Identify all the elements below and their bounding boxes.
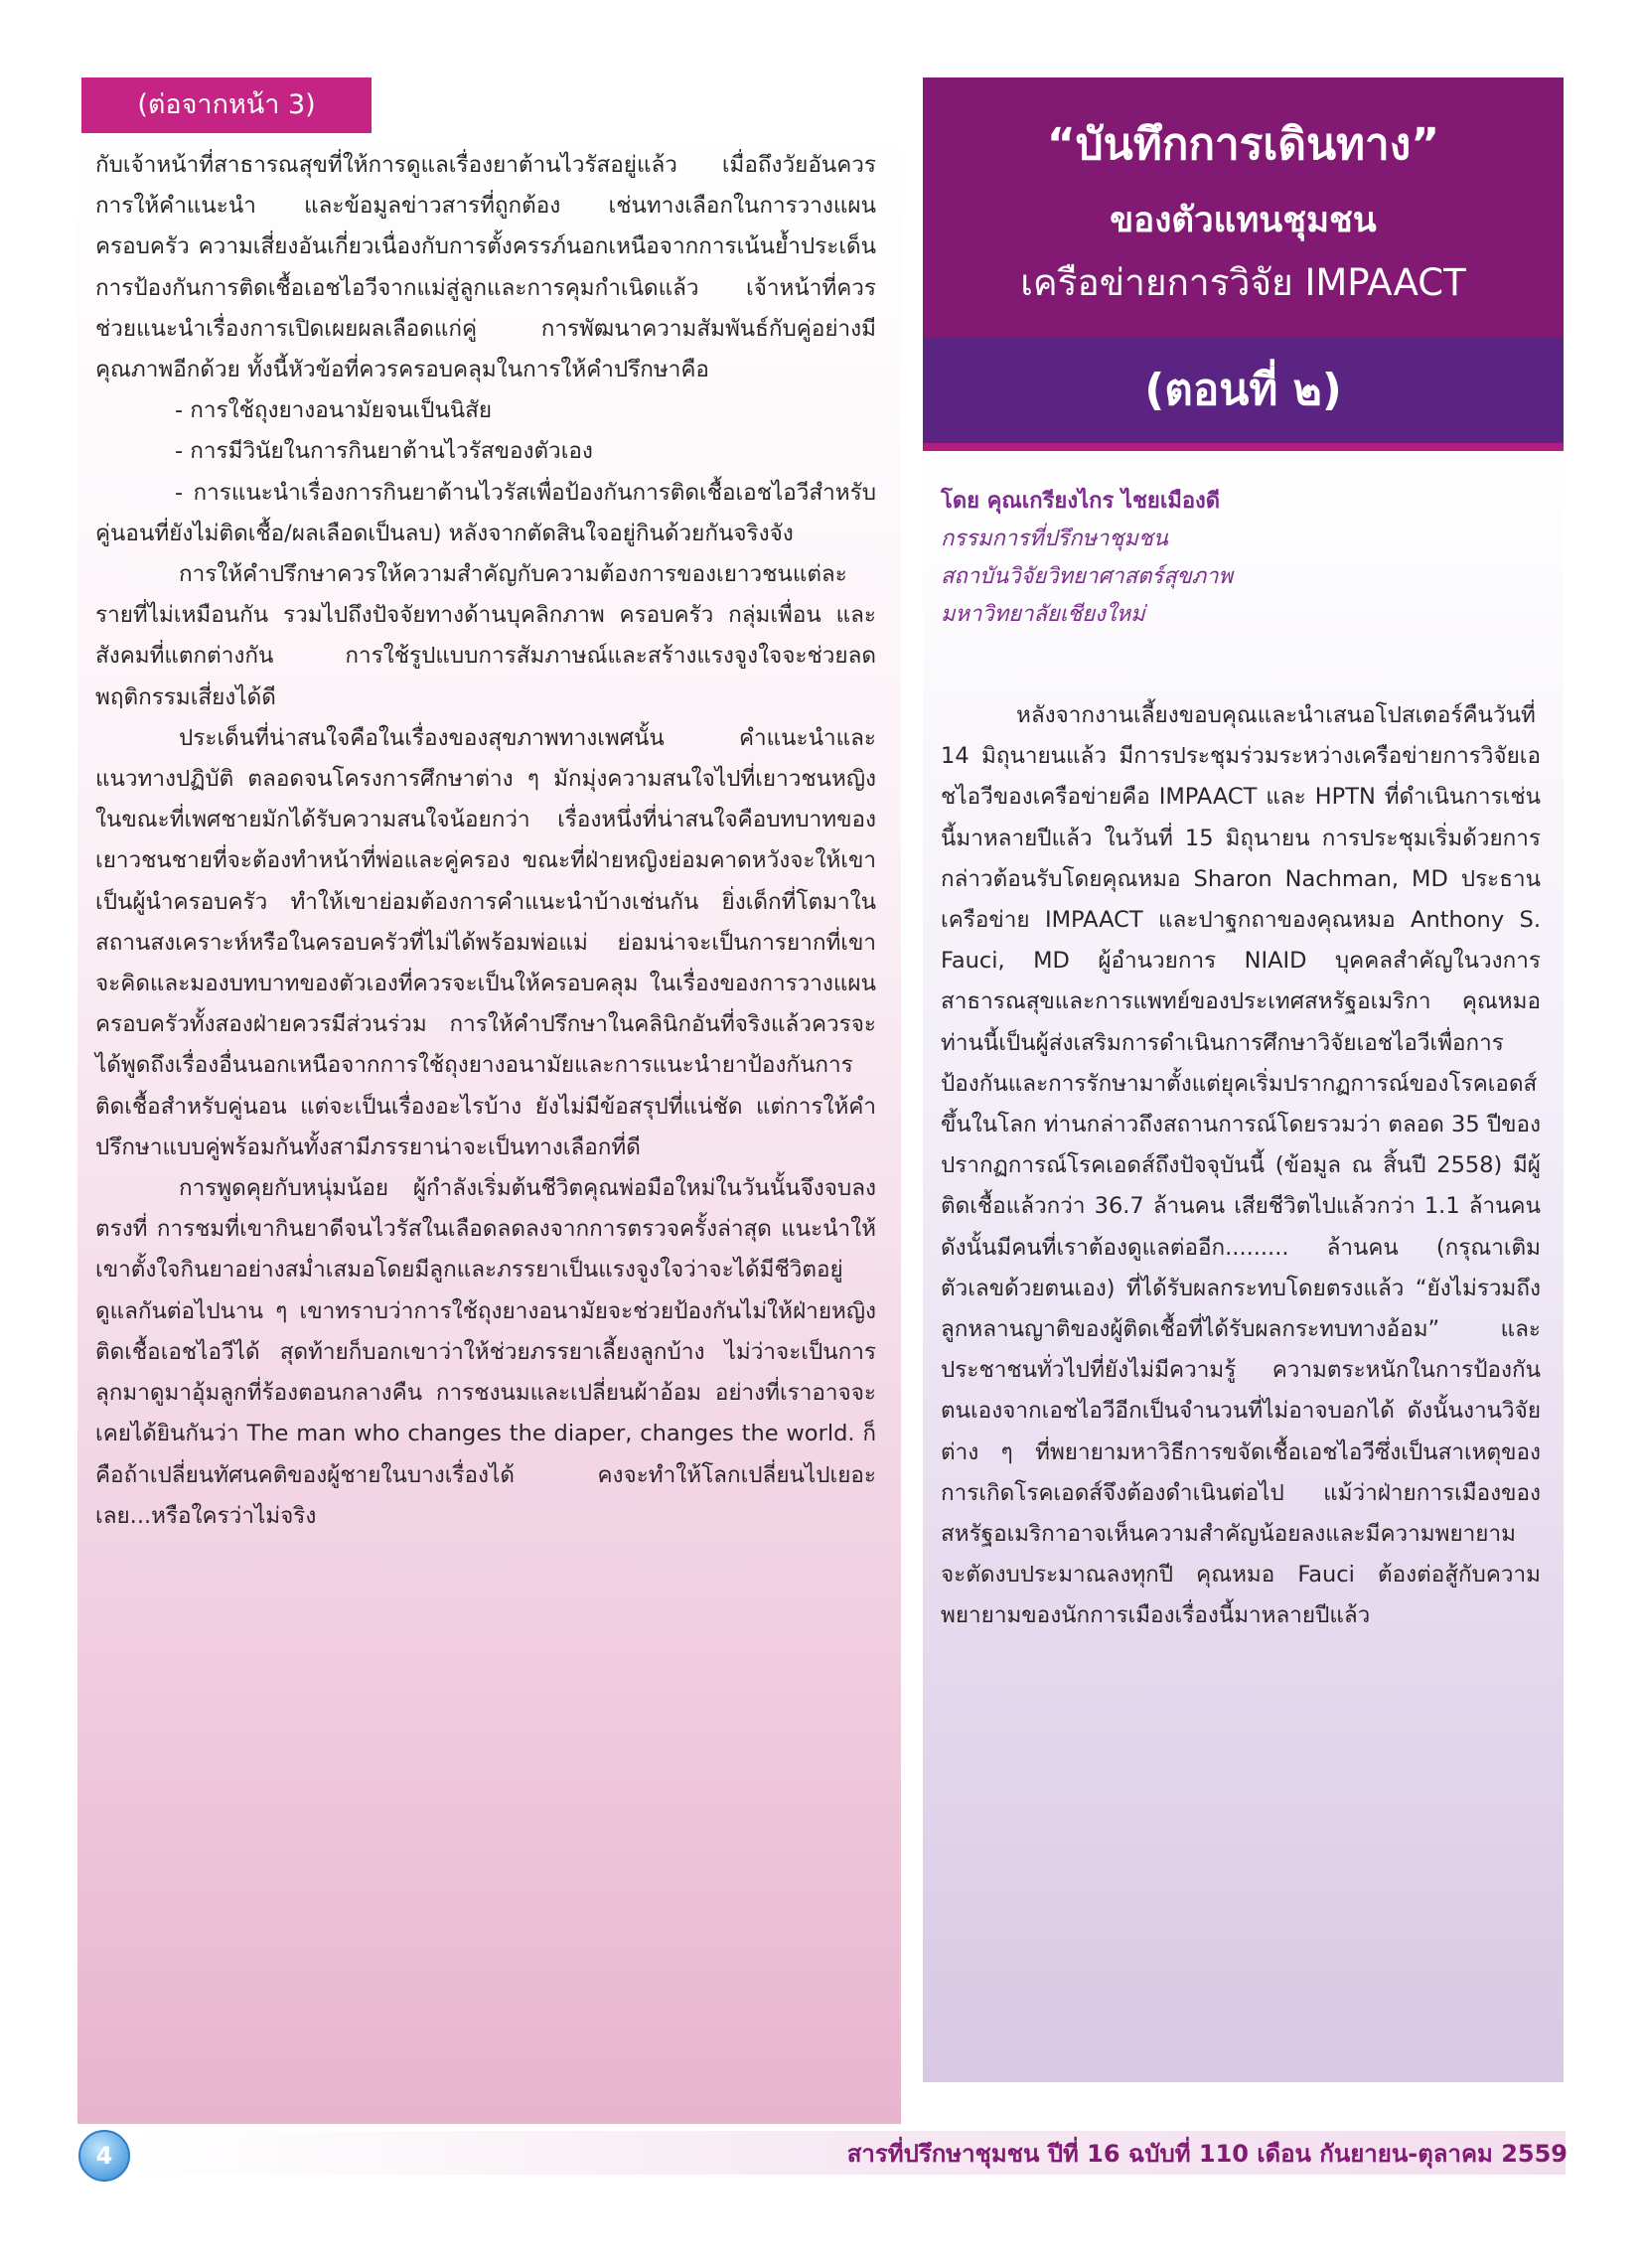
paragraph: หลังจากงานเลี้ยงขอบคุณและนำเสนอโปสเตอร์คืนวันที่ 14 มิถุนายนแล้ว มีการประชุมร่วมระหว่างเครือข่ายการวิจัยเอชไอวีของเครือข่ายคือ IMPAACT และ HPTN ที่ดำเนินการเช่นนี้มาหลายปีแล้ว ในวันที่ 15 มิถุนายน การประชุมเริ่มด้วยการกล่าวต้อนรับโดยคุณหมอ Sharon Nachman, MD ประธานเครือข่าย IMPAACT และปาฐกถาของคุณหมอ Anthony S. Fauci, MD ผู้อำนวยการ NIAID บุคคลสำคัญในวงการสาธารณสุขและการแพทย์ของประเทศสหรัฐอเมริกา คุณหมอท่านนี้เป็นผู้ส่งเสริมการดำเนินการศึกษาวิจัยเอชไอวีเพื่อการป้องกันและการรักษามาตั้งแต่ยุคเริ่มปรากฏการณ์ของโรคเอดส์ขึ้นในโลก ท่านกล่าวถึงสถานการณ์โดยรวมว่า ตลอด 35 ปีของปรากฏการณ์โรคเอดส์ถึงปัจจุบันนี้ (ข้อมูล ณ สิ้นปี 2558) มีผู้ติดเชื้อแล้วกว่า 36.7 ล้านคน เสียชีวิตไปแล้วกว่า 1.1 ล้านคน ดังนั้นมีคนที่เราต้องดูแลต่ออีก......... ล้านคน (กรุณาเติมตัวเลขด้วยตนเอง) ที่ได้รับผลกระทบโดยตรงแล้ว “ยังไม่รวมถึงลูกหลานญาติของผู้ติดเชื้อที่ได้รับผลกระทบทางอ้อม” และประชาชนทั่วไปที่ยังไม่มีความรู้ ความตระหนักในการป้องกันตนเองจากเอชไอวีอีกเป็นจำนวนที่ไม่อาจบอกได้ ดังนั้นงานวิจัยต่าง ๆ ที่พยายามหาวิธีการขจัดเชื้อเอชไอวีซึ่งเป็นสาเหตุของการเกิดโรคเอดส์จึงต้องดำเนินต่อไป แม้ว่าฝ่ายการเมืองของสหรัฐอเมริกาอาจเห็นความสำคัญน้อยลงและมีความพยายามจะตัดงบประมาณลงทุกปี คุณหมอ Fauci ต้องต่อสู้กับความพยายามของนักการเมืองเรื่องนี้มาหลายปีแล้ว bbox=[941, 702, 1541, 1629]
paragraph: การพูดคุยกับหนุ่มน้อย ผู้กำลังเริ่มต้นชีวิตคุณพ่อมือใหม่ในวันนั้นจึงจบลงตรงที่ การชมที่เขากินยาดีจนไวรัสในเลือดลดลงจากการตรวจครั้งล่าสุด แนะนำให้เขาตั้งใจกินยาอย่างสม่ำเสมอโดยมีลูกและภรรยาเป็นแรงจูงใจว่าจะได้มีชีวิตอยู่ดูแลกันต่อไปนาน ๆ เขาทราบว่าการใช้ถุงยางอนามัยจะช่วยป้องกันไม่ให้ฝ่ายหญิงติดเชื้อเอชไอวีได้ สุดท้ายก็บอกเขาว่าให้ช่วยภรรยาเลี้ยงลูกบ้าง ไม่ว่าจะเป็นการลุกมาดูมาอุ้มลูกที่ร้องตอนกลางคืน การชงนมและเปลี่ยนผ้าอ้อม อย่างที่เราอาจจะเคยได้ยินกันว่า The man who changes the diaper, changes the world. ก็คือถ้าเปลี่ยนทัศนคติของผู้ชายในบางเรื่องได้ คงจะทำให้โลกเปลี่ยนไปเยอะเลย...หรือใครว่าไม่จริง bbox=[95, 1175, 876, 1529]
left-article-body bbox=[95, 145, 876, 1537]
author-role: กรรมการที่ปรึกษาชุมชน bbox=[941, 527, 1168, 551]
article-subtitle: ของตัวแทนชุมชน bbox=[1110, 201, 1377, 240]
author-university: มหาวิทยาลัยเชียงใหม่ bbox=[941, 602, 1145, 627]
paragraph: การให้คำปรึกษาควรให้ความสำคัญกับความต้องการของเยาวชนแต่ละรายที่ไม่เหมือนกัน รวมไปถึงปัจจัยทางด้านบุคลิกภาพ ครอบครัว กลุ่มเพื่อน และสังคมที่แตกต่างกัน การใช้รูปแบบการสัมภาษณ์และสร้างแรงจูงใจจะช่วยลดพฤติกรรมเสี่ยงได้ดี bbox=[95, 561, 876, 710]
page-number-badge: 4 bbox=[78, 2130, 130, 2182]
author-institute: สถาบันวิจัยวิทยาศาสตร์สุขภาพ bbox=[941, 564, 1234, 589]
publication-info: สารที่ปรึกษาชุมชน ปีที่ 16 ฉบับที่ 110 เดือน กันยายน-ตุลาคม 2559 bbox=[846, 2140, 1568, 2168]
paragraph: ประเด็นที่น่าสนใจคือในเรื่องของสุขภาพทางเพศนั้น คำแนะนำและแนวทางปฏิบัติ ตลอดจนโครงการศึกษาต่าง ๆ มักมุ่งความสนใจไปที่เยาวชนหญิง ในขณะที่เพศชายมักได้รับความสนใจน้อยกว่า เรื่องหนึ่งที่น่าสนใจคือบทบาทของเยาวชนชายที่จะต้องทำหน้าที่พ่อและคู่ครอง ขณะที่ฝ่ายหญิงย่อมคาดหวังจะให้เขาเป็นผู้นำครอบครัว ทำให้เขาย่อมต้องการคำแนะนำบ้างเช่นกัน ยิ่งเด็กที่โตมาในสถานสงเคราะห์หรือในครอบครัวที่ไม่ได้พร้อมพ่อแม่ ย่อมน่าจะเป็นการยากที่เขาจะคิดและมองบทบาทของตัวเองที่ควรจะเป็นให้ครอบคลุม ในเรื่องของการวางแผนครอบครัวทั้งสองฝ่ายควรมีส่วนร่วม การให้คำปรึกษาในคลินิกอันที่จริงแล้วควรจะได้พูดถึงเรื่องอื่นนอกเหนือจากการใช้ถุงยางอนามัยและการแนะนำยาป้องกันการติดเชื้อสำหรับคู่นอน แต่จะเป็นเรื่องอะไรบ้าง ยังไม่มีข้อสรุปที่แน่ชัด แต่การให้คำปรึกษาแบบคู่พร้อมกันทั้งสามีภรรยาน่าจะเป็นทางเลือกที่ดี bbox=[95, 724, 876, 1160]
article-title: “บันทึกการเดินทาง” bbox=[1046, 119, 1440, 170]
episode-label: (ตอนที่ ๒) bbox=[923, 338, 1564, 451]
author-name: โดย คุณเกรียงไกร ไชยเมืองดี bbox=[941, 489, 1221, 514]
bullet-item: - การมีวินัยในการกินยาต้านไวรัสของตัวเอง bbox=[175, 438, 593, 465]
paragraph: กับเจ้าหน้าที่สาธารณสุขที่ให้การดูแลเรื่องยาต้านไวรัสอยู่แล้ว เมื่อถึงวัยอันควร การให้คำแนะนำ และข้อมูลข่าวสารที่ถูกต้อง เช่นทางเลือกในการวางแผนครอบครัว ความเสี่ยงอันเกี่ยวเนื่องกับการตั้งครรภ์นอกเหนือจากการเน้นย้ำประเด็นการป้องกันการติดเชื้อเอชไอวีจากแม่สู่ลูกและการคุมกำเนิดแล้ว เจ้าหน้าที่ควรช่วยแนะนำเรื่องการเปิดเผยผลเลือดแก่คู่ การพัฒนาความสัมพันธ์กับคู่อย่างมีคุณภาพอีกด้วย ทั้งนี้หัวข้อที่ควรครอบคลุมในการให้คำปรึกษาคือ bbox=[95, 152, 876, 383]
bullet-item: - การแนะนำเรื่องการกินยาต้านไวรัสเพื่อป้องกันการติดเชื้อเอชไอวีสำหรับคู่นอนที่ยังไม่ติดเชื้อ/ผลเลือดเป็นลบ) หลังจากตัดสินใจอยู่กินด้วยกันจริงจัง bbox=[95, 479, 876, 546]
bullet-item: - การใช้ถุงยางอนามัยจนเป็นนิสัย bbox=[175, 397, 493, 424]
article-subtitle-network: เครือข่ายการวิจัย IMPAACT bbox=[1020, 261, 1466, 304]
continued-from-label: (ต่อจากหน้า 3) bbox=[81, 77, 372, 133]
right-article-body bbox=[941, 695, 1541, 1637]
byline bbox=[941, 483, 1537, 634]
article-title-box bbox=[923, 77, 1564, 338]
